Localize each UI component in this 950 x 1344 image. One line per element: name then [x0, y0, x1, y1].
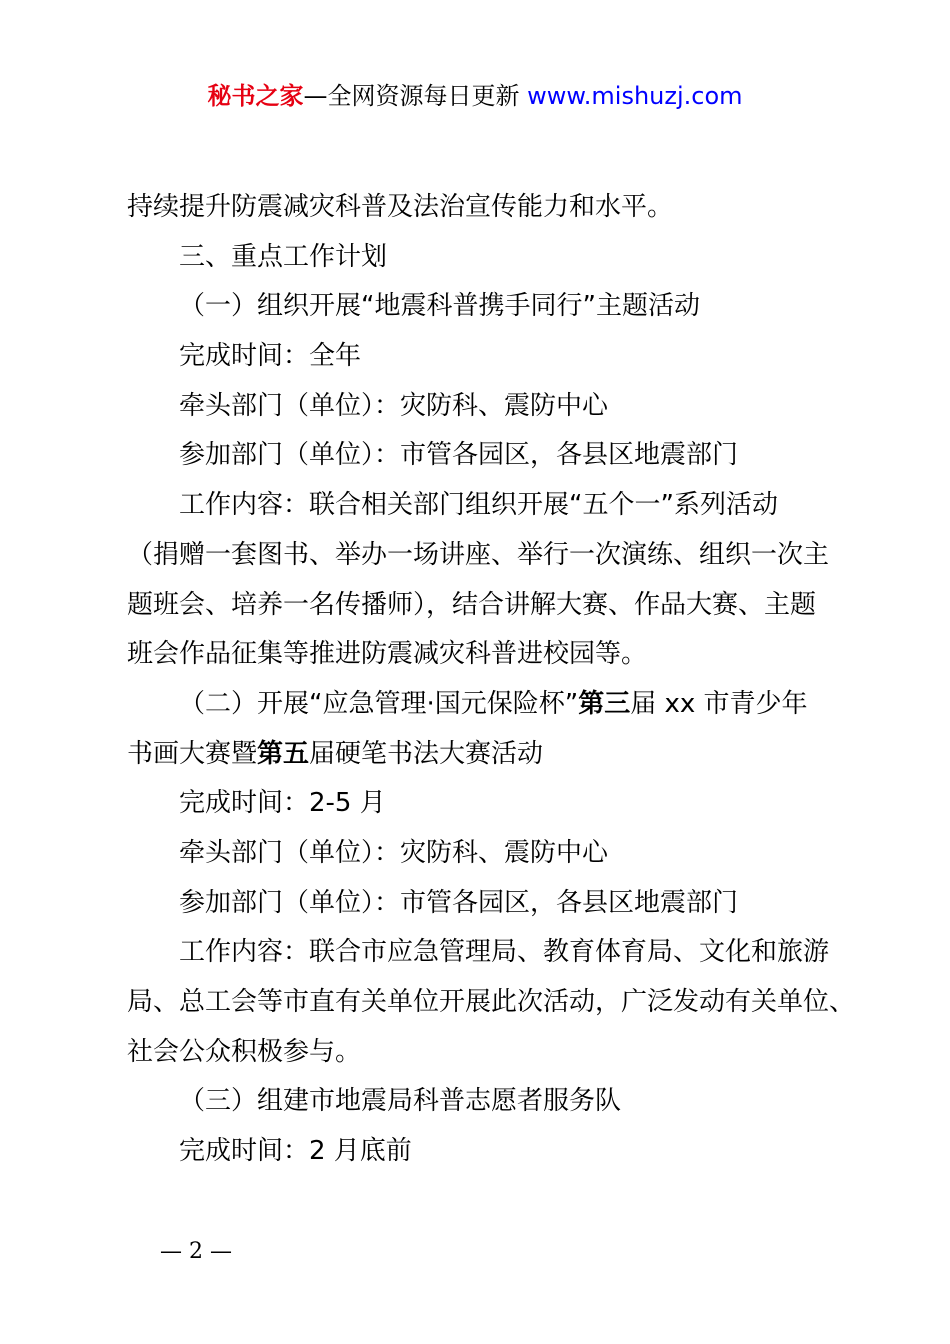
item-heading-2-part: 书画大赛暨	[127, 738, 258, 769]
work-content-1: 工作内容：联合相关部门组织开展“五个一”系列活动	[179, 490, 778, 521]
work-content-2: 工作内容：联合市应急管理局、教育体育局、文化和旅游	[179, 937, 830, 968]
completion-time-2: 完成时间：2-5 月	[179, 788, 386, 819]
item-heading-2	[127, 680, 847, 730]
document-body	[127, 183, 856, 1177]
paragraph-line: 题班会、培养一名传播师），结合讲解大赛、作品大赛、主题	[127, 589, 817, 620]
site-url-link[interactable]: www.mishuzj.com	[527, 82, 743, 110]
lead-department-1: 牵头部门（单位）：灾防科、震防中心	[179, 390, 609, 421]
participating-departments-2: 参加部门（单位）：市管各园区，各县区地震部门	[179, 887, 739, 918]
lead-department-2: 牵头部门（单位）：灾防科、震防中心	[179, 837, 609, 868]
item-heading-1: （一）组织开展“地震科普携手同行”主题活动	[179, 291, 700, 322]
paragraph-line: （捐赠一套图书、举办一场讲座、举行一次演练、组织一次主	[127, 539, 830, 570]
paragraph-line: 持续提升防震减灾科普及法治宣传能力和水平。	[127, 192, 674, 222]
site-brand: 秘书之家	[207, 82, 304, 110]
bold-text: 第五	[257, 738, 310, 769]
paragraph-line: 局、总工会等市直有关单位开展此次活动，广泛发动有关单位、	[127, 987, 856, 1017]
participating-departments-1: 参加部门（单位）：市管各园区，各县区地震部门	[179, 440, 739, 471]
completion-time-3: 完成时间：2 月底前	[179, 1136, 412, 1167]
page-number: — 2 —	[160, 1239, 232, 1264]
item-heading-2-part: 届 xx 市青少年	[630, 688, 808, 719]
bold-text: 第三	[578, 688, 631, 719]
item-heading-3: （三）组建市地震局科普志愿者服务队	[179, 1086, 622, 1117]
paragraph-line: 社会公众积极参与。	[127, 1036, 362, 1067]
site-header	[0, 80, 950, 112]
section-heading: 三、重点工作计划	[179, 241, 388, 272]
paragraph-line: 班会作品征集等推进防震减灾科普进校园等。	[127, 639, 648, 670]
item-heading-2-part: （二）开展“应急管理·国元保险杯”	[179, 688, 579, 719]
completion-time-1: 完成时间：全年	[179, 341, 362, 372]
item-heading-2-continued	[127, 730, 847, 780]
site-tagline: —全网资源每日更新	[303, 82, 528, 110]
item-heading-2-part: 届硬笔书法大赛活动	[309, 738, 544, 769]
